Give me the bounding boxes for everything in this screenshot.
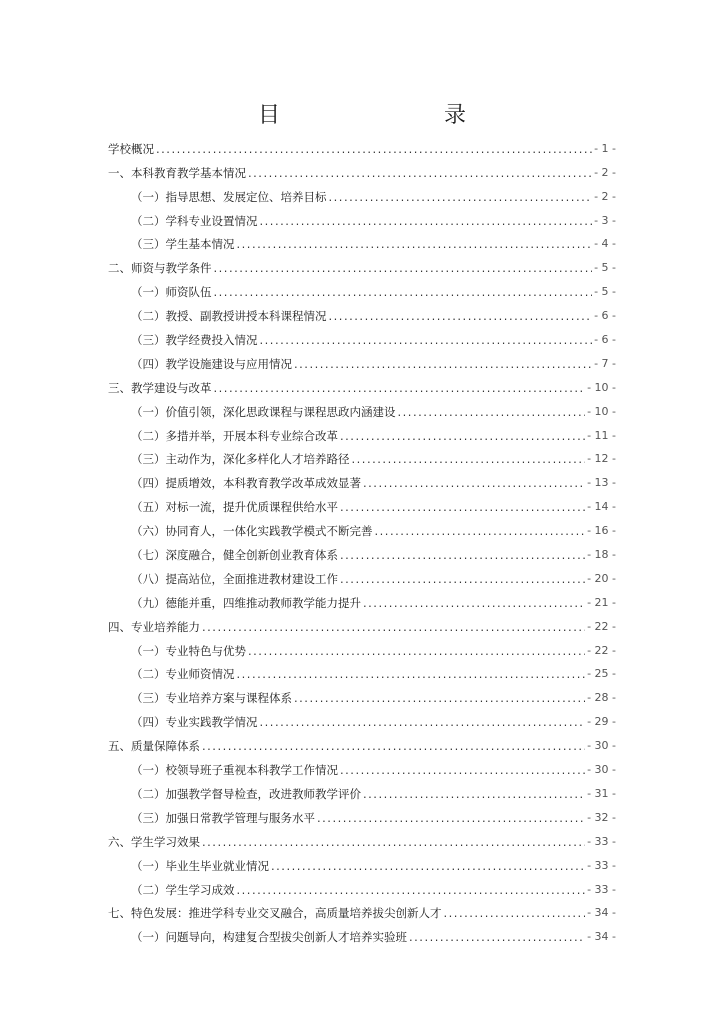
toc-entry-label: （二）加强教学督导检查，改进教师教学评价 bbox=[131, 786, 361, 801]
toc-entry-label: （二）多措并举，开展本科专业综合改革 bbox=[131, 428, 338, 443]
toc-entry-page: - 25 - bbox=[587, 667, 616, 681]
toc-entry-label: 五、质量保障体系 bbox=[108, 739, 200, 754]
dot-leader bbox=[444, 906, 586, 920]
dot-leader bbox=[375, 524, 586, 538]
toc-entry-label: 一、本科教育教学基本情况 bbox=[108, 165, 246, 180]
dot-leader bbox=[248, 644, 585, 658]
dot-leader bbox=[317, 811, 585, 825]
toc-entry-page: - 22 - bbox=[587, 643, 616, 657]
dot-leader bbox=[271, 859, 585, 873]
toc-entry-label: （八）提高站位，全面推进教材建设工作 bbox=[131, 571, 338, 586]
toc-entry-page: - 6 - bbox=[594, 309, 616, 323]
toc-entry-label: （二）学生学习成效 bbox=[131, 882, 235, 897]
toc-entry-label: （一）问题导向，构建复合型拔尖创新人才培养实验班 bbox=[131, 930, 407, 945]
toc-entry-label: （四）提质增效，本科教育教学改革成效显著 bbox=[131, 476, 361, 491]
toc-entry-page: - 12 - bbox=[587, 452, 616, 466]
toc-entry-page: - 2 - bbox=[594, 189, 616, 203]
toc-entry[interactable] bbox=[108, 897, 616, 921]
toc-entry-page: - 16 - bbox=[587, 524, 616, 538]
dot-leader bbox=[363, 787, 585, 801]
toc-entry[interactable] bbox=[108, 347, 616, 371]
toc-entry-label: （二）专业师资情况 bbox=[131, 667, 235, 682]
toc-entry[interactable] bbox=[108, 562, 616, 586]
table-of-contents bbox=[108, 132, 616, 944]
dot-leader bbox=[329, 190, 593, 204]
toc-entry[interactable] bbox=[108, 849, 616, 873]
toc-entry-page: - 14 - bbox=[587, 500, 616, 514]
toc-entry[interactable] bbox=[108, 586, 616, 610]
toc-entry-page: - 20 - bbox=[587, 571, 616, 585]
toc-entry-label: （六）协同育人，一体化实践教学模式不断完善 bbox=[131, 524, 373, 539]
toc-entry-label: （一）指导思想、发展定位、培养目标 bbox=[131, 189, 327, 204]
toc-entry-label: （三）学生基本情况 bbox=[131, 237, 235, 252]
dot-leader bbox=[248, 166, 592, 180]
dot-leader bbox=[409, 930, 585, 944]
toc-entry[interactable] bbox=[108, 801, 616, 825]
dot-leader bbox=[237, 237, 593, 251]
toc-entry[interactable] bbox=[108, 395, 616, 419]
dot-leader bbox=[202, 739, 585, 753]
dot-leader bbox=[260, 715, 586, 729]
toc-entry-page: - 29 - bbox=[587, 715, 616, 729]
toc-entry-page: - 28 - bbox=[587, 691, 616, 705]
toc-entry-page: - 10 - bbox=[587, 380, 616, 394]
toc-entry-label: （二）教授、副教授讲授本科课程情况 bbox=[131, 309, 327, 324]
toc-entry-page: - 30 - bbox=[587, 763, 616, 777]
toc-entry-page: - 6 - bbox=[594, 333, 616, 347]
dot-leader bbox=[237, 883, 586, 897]
toc-entry[interactable] bbox=[108, 180, 616, 204]
toc-entry[interactable] bbox=[108, 538, 616, 562]
toc-entry-label: 三、教学建设与改革 bbox=[108, 380, 212, 395]
toc-entry[interactable] bbox=[108, 323, 616, 347]
toc-entry-page: - 1 - bbox=[594, 141, 616, 155]
dot-leader bbox=[398, 405, 586, 419]
dot-leader bbox=[363, 596, 585, 610]
dot-leader bbox=[237, 667, 586, 681]
toc-entry-label: 六、学生学习效果 bbox=[108, 834, 200, 849]
toc-entry[interactable] bbox=[108, 825, 616, 849]
toc-entry-label: （五）对标一流，提升优质课程供给水平 bbox=[131, 500, 338, 515]
toc-entry-page: - 21 - bbox=[587, 595, 616, 609]
toc-entry[interactable] bbox=[108, 681, 616, 705]
toc-entry[interactable] bbox=[108, 251, 616, 275]
page-title: 目 录 bbox=[257, 103, 506, 128]
toc-entry-page: - 5 - bbox=[594, 285, 616, 299]
dot-leader bbox=[352, 452, 586, 466]
dot-leader bbox=[156, 142, 592, 156]
toc-entry[interactable] bbox=[108, 705, 616, 729]
dot-leader bbox=[214, 261, 593, 275]
dot-leader bbox=[340, 548, 585, 562]
dot-leader bbox=[214, 285, 593, 299]
toc-entry[interactable] bbox=[108, 610, 616, 634]
toc-entry-label: （四）教学设施建设与应用情况 bbox=[131, 356, 292, 371]
toc-entry[interactable] bbox=[108, 204, 616, 228]
toc-entry-page: - 32 - bbox=[587, 810, 616, 824]
dot-leader bbox=[363, 476, 585, 490]
toc-entry-label: 二、师资与教学条件 bbox=[108, 261, 212, 276]
toc-entry-label: （一）价值引领，深化思政课程与课程思政内涵建设 bbox=[131, 404, 396, 419]
dot-leader bbox=[340, 572, 585, 586]
toc-entry-label: （二）学科专业设置情况 bbox=[131, 213, 258, 228]
toc-entry-page: - 34 - bbox=[587, 906, 616, 920]
toc-entry[interactable] bbox=[108, 729, 616, 753]
toc-entry[interactable] bbox=[108, 419, 616, 443]
toc-entry[interactable] bbox=[108, 228, 616, 252]
toc-entry[interactable] bbox=[108, 920, 616, 944]
toc-entry-page: - 34 - bbox=[587, 930, 616, 944]
toc-entry[interactable] bbox=[108, 156, 616, 180]
toc-entry-page: - 4 - bbox=[594, 237, 616, 251]
toc-entry-label: 四、专业培养能力 bbox=[108, 619, 200, 634]
toc-entry-page: - 2 - bbox=[594, 165, 616, 179]
toc-entry[interactable] bbox=[108, 466, 616, 490]
toc-entry-page: - 22 - bbox=[587, 619, 616, 633]
dot-leader bbox=[260, 214, 593, 228]
toc-entry[interactable] bbox=[108, 514, 616, 538]
dot-leader bbox=[340, 500, 585, 514]
dot-leader bbox=[202, 835, 585, 849]
toc-entry[interactable] bbox=[108, 443, 616, 467]
toc-entry-label: （四）专业实践教学情况 bbox=[131, 715, 258, 730]
toc-entry-page: - 30 - bbox=[587, 739, 616, 753]
toc-entry-label: （一）毕业生毕业就业情况 bbox=[131, 858, 269, 873]
toc-entry[interactable] bbox=[108, 371, 616, 395]
toc-entry-label: 七、特色发展：推进学科专业交叉融合，高质量培养拔尖创新人才 bbox=[108, 906, 442, 921]
toc-entry-label: （七）深度融合，健全创新创业教育体系 bbox=[131, 548, 338, 563]
toc-entry-page: - 11 - bbox=[587, 428, 616, 442]
toc-entry[interactable] bbox=[108, 658, 616, 682]
dot-leader bbox=[329, 309, 593, 323]
dot-leader bbox=[202, 620, 585, 634]
toc-entry[interactable] bbox=[108, 275, 616, 299]
toc-entry-label: （三）专业培养方案与课程体系 bbox=[131, 691, 292, 706]
toc-entry-label: （一）师资队伍 bbox=[131, 285, 212, 300]
toc-entry-page: - 3 - bbox=[594, 213, 616, 227]
toc-entry[interactable] bbox=[108, 634, 616, 658]
toc-entry-label: （三）加强日常教学管理与服务水平 bbox=[131, 810, 315, 825]
toc-entry[interactable] bbox=[108, 873, 616, 897]
toc-entry[interactable] bbox=[108, 299, 616, 323]
toc-entry-page: - 33 - bbox=[587, 882, 616, 896]
toc-entry-label: 学校概况 bbox=[108, 141, 154, 156]
dot-leader bbox=[294, 691, 585, 705]
toc-entry-label: （一）专业特色与优势 bbox=[131, 643, 246, 658]
toc-entry-page: - 5 - bbox=[594, 261, 616, 275]
dot-leader bbox=[340, 429, 585, 443]
toc-entry-page: - 13 - bbox=[587, 476, 616, 490]
toc-entry[interactable] bbox=[108, 490, 616, 514]
toc-entry-page: - 18 - bbox=[587, 548, 616, 562]
toc-entry-page: - 7 - bbox=[594, 356, 616, 370]
dot-leader bbox=[260, 333, 593, 347]
toc-entry-page: - 10 - bbox=[587, 404, 616, 418]
toc-entry[interactable] bbox=[108, 753, 616, 777]
dot-leader bbox=[214, 381, 586, 395]
toc-entry-label: （三）主动作为，深化多样化人才培养路径 bbox=[131, 452, 350, 467]
toc-entry-page: - 33 - bbox=[587, 834, 616, 848]
dot-leader bbox=[294, 357, 592, 371]
toc-entry-label: （九）德能并重，四维推动教师教学能力提升 bbox=[131, 595, 361, 610]
toc-entry-label: （一）校领导班子重视本科教学工作情况 bbox=[131, 763, 338, 778]
toc-entry-page: - 31 - bbox=[587, 786, 616, 800]
toc-entry[interactable] bbox=[108, 777, 616, 801]
toc-entry-label: （三）教学经费投入情况 bbox=[131, 333, 258, 348]
toc-entry-page: - 33 - bbox=[587, 858, 616, 872]
dot-leader bbox=[340, 763, 585, 777]
toc-entry[interactable] bbox=[108, 132, 616, 156]
